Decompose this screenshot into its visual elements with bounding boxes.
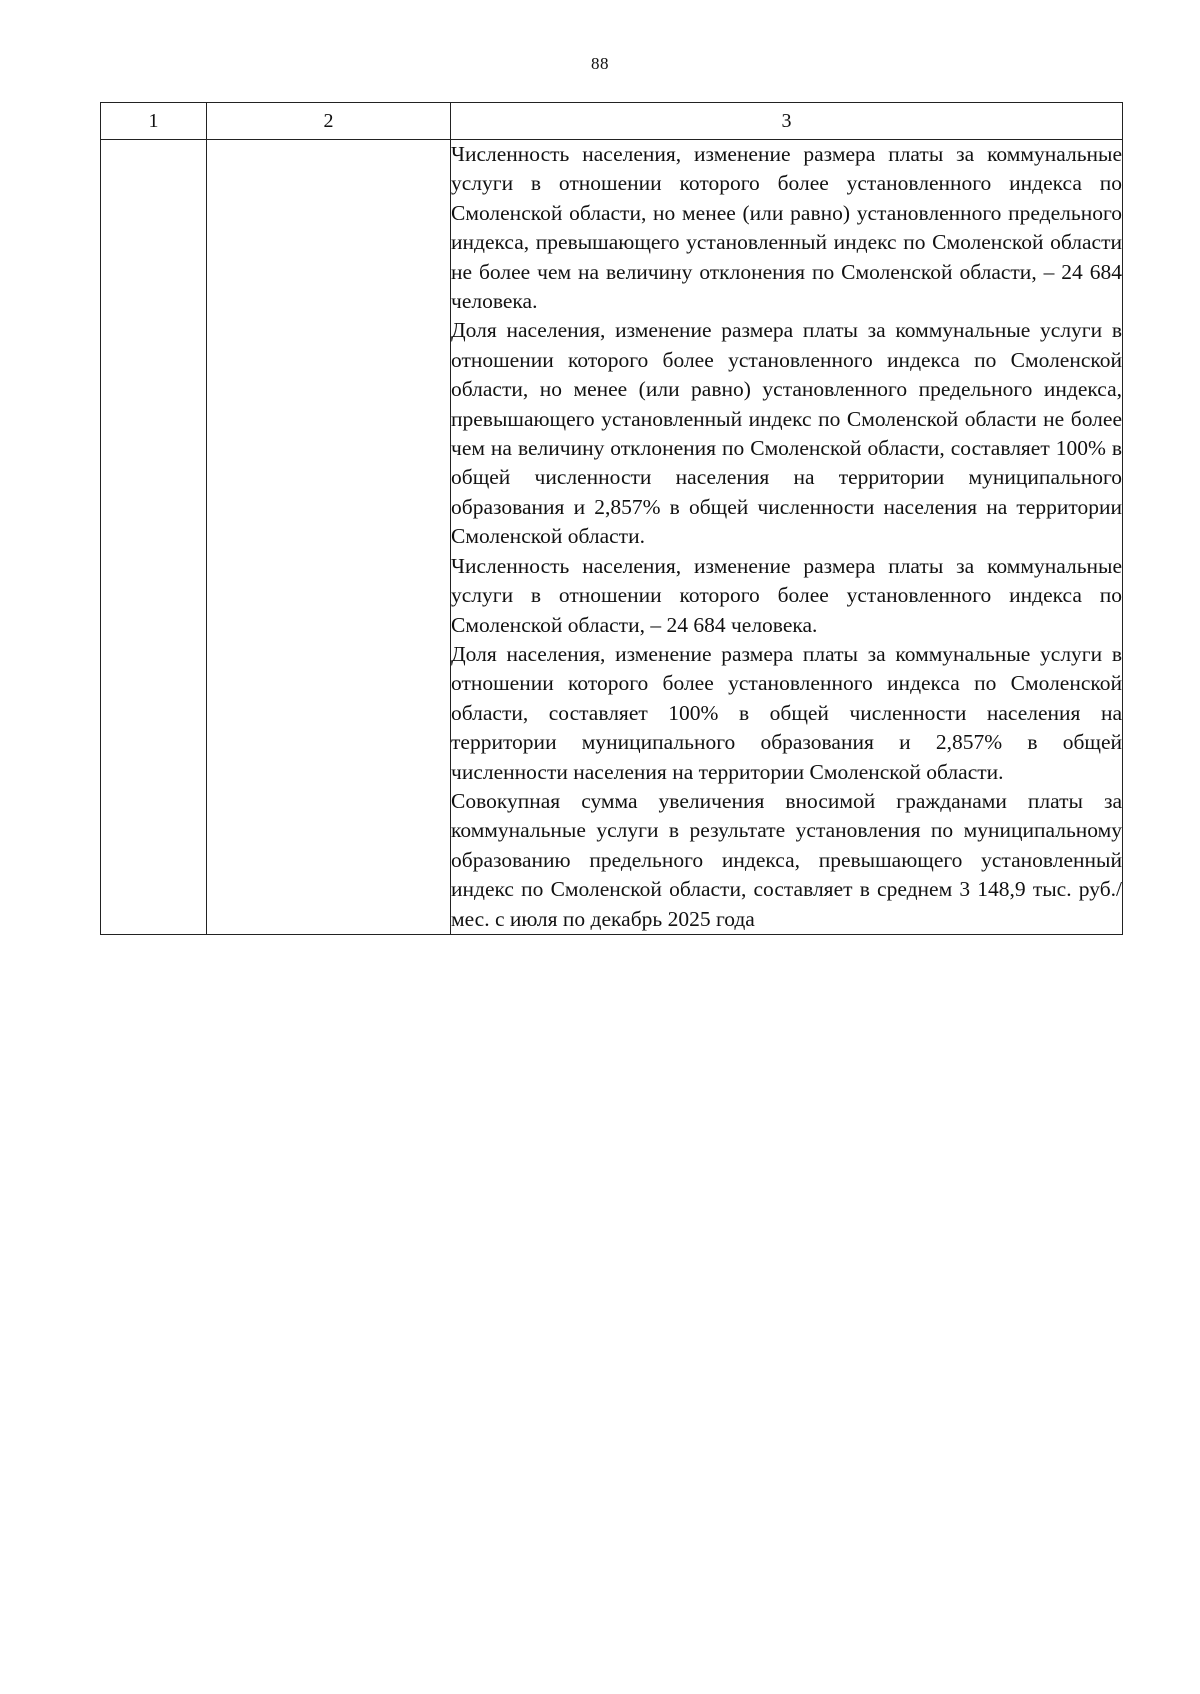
table-cell-col3 bbox=[451, 140, 1123, 935]
table-cell-col1 bbox=[101, 140, 207, 935]
table-header-row bbox=[101, 103, 1123, 140]
paragraph-population-count-limit: Численность населения, изменение размера платы за коммунальные услуги в отношении которого более установленного индекса по Смоленской области, но менее (или равно) установленного предельного индекса, превышающего установленный индекс по Смоленской области не более чем на величину отклонения по Смоленской области, – 24 684 человека. bbox=[451, 142, 1122, 314]
paragraph-population-share-limit: Доля населения, изменение размера платы за коммунальные услуги в отношении которого более установленного индекса по Смоленской области, но менее (или равно) установленного предельного индекса, превышающего установленный индекс по Смоленской области не более чем на величину отклонения по Смоленской области, составляет 100% в общей численности населения на территории муниципального образования и 2,857% в общей численности населения на территории Смоленской области. bbox=[451, 318, 1122, 549]
table-row bbox=[101, 140, 1123, 935]
column-header-1: 1 bbox=[101, 103, 207, 140]
paragraph-population-share-index: Доля населения, изменение размера платы за коммунальные услуги в отношении которого более установленного индекса по Смоленской области, составляет 100% в общей численности населения на территории муниципального образования и 2,857% в общей численности населения на территории Смоленской области. bbox=[451, 641, 1122, 784]
column-header-2: 2 bbox=[207, 103, 451, 140]
document-table bbox=[100, 102, 1123, 935]
page-number: 88 bbox=[591, 54, 609, 73]
column-header-3: 3 bbox=[451, 103, 1123, 140]
paragraph-population-count-index: Численность населения, изменение размера платы за коммунальные услуги в отношении которого более установленного индекса по Смоленской области, – 24 684 человека. bbox=[451, 553, 1122, 637]
table-cell-col2 bbox=[207, 140, 451, 935]
paragraph-total-payment-increase: Совокупная сумма увеличения вносимой гражданами платы за коммунальные услуги в результате установления по муниципальному образованию предельного индекса, превышающего установленный индекс по Смоленской области, составляет в среднем 3 148,9 тыс. руб./мес. с июля по декабрь 2025 года bbox=[451, 788, 1122, 931]
